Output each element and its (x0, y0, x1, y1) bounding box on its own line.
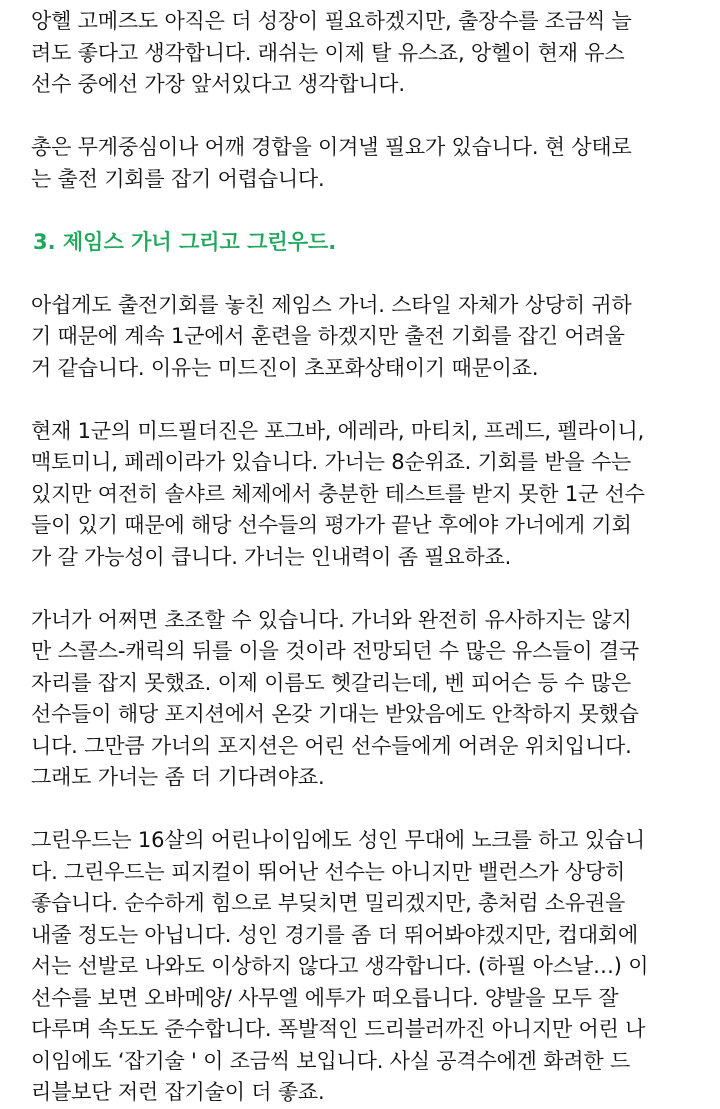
text-line: 현재 1군의 미드필더진은 포그바, 에레라, 마티치, 프레드, 펠라이니, (31, 418, 645, 443)
text-line: 맥토미니, 페레이라가 있습니다. 가너는 8순위죠. 기회를 받을 수는 (31, 450, 632, 474)
paragraph-gap (31, 101, 706, 133)
text-line: 앙헬 고메즈도 아직은 더 성장이 필요하겠지만, 출장수를 조금씩 늘 (31, 9, 632, 33)
text-line: 내줄 정도는 아닙니다. 성인 경기를 좀 더 뛰어봐야겠지만, 컵대회에 (31, 922, 639, 947)
section-heading: 3. 제임스 가너 그리고 그린우드. (33, 229, 337, 254)
text-line: 서는 선발로 나와도 이상하지 않다고 생각합니다. (하필 아스날…) 이 (31, 954, 649, 978)
text-line: 있지만 여전히 솔샤르 체제에서 충분한 테스트를 받지 못한 1군 선수 (31, 481, 645, 506)
text-line: 그래도 가너는 좀 더 기다려야죠. (31, 765, 325, 789)
text-line: 가너가 어쩌면 초조할 수 있습니다. 가너와 완전히 유사하지는 않지 (31, 607, 632, 632)
text-line: 만 스콜스-캐릭의 뒤를 이을 것이라 전망되던 수 많은 유스들이 결국 (31, 639, 639, 663)
text-line: 는 출전 기회를 잡기 어렵습니다. (31, 166, 325, 191)
paragraph-chong (31, 132, 706, 195)
paragraph-gap (31, 384, 706, 416)
text-line: 다루며 속도도 준수합니다. 폭발적인 드리블러까진 아니지만 어린 나 (31, 1017, 646, 1041)
text-line: 거 같습니다. 이유는 미드진이 초포화상태이기 때문이죠. (31, 355, 539, 380)
paragraph-angel-gomes (31, 6, 706, 101)
text-line: 자리를 잡지 못했죠. 이제 이름도 헷갈리는데, 벤 피어슨 등 수 많은 (31, 670, 631, 695)
text-line: 좋습니다. 순수하게 힘으로 부딪치면 밀리겠지만, 총처럼 소유권을 (31, 891, 626, 915)
paragraph-garner-intro (31, 290, 706, 385)
text-line: 선수들이 해당 포지션에서 온갖 기대는 받았음에도 안착하지 못했습 (31, 702, 639, 726)
paragraph-gap (31, 794, 706, 826)
paragraph-gap (31, 195, 706, 227)
text-line: 총은 무게중심이나 어깨 경합을 이겨낼 필요가 있습니다. 현 상태로 (31, 135, 632, 159)
text-line: 선수를 보면 오바메양/ 사무엘 에투가 떠오릅니다. 양발을 모두 잘 (31, 985, 619, 1010)
paragraph-gap (31, 573, 706, 605)
text-line: 아쉽게도 출전기회를 놓친 제임스 가너. 스타일 자체가 상당히 귀하 (31, 292, 632, 317)
text-line: 려도 좋다고 생각합니다. 래쉬는 이제 탈 유스죠, 앙헬이 현재 유스 (31, 40, 625, 65)
paragraph-greenwood (31, 825, 706, 1109)
paragraph-garner-patience (31, 605, 706, 794)
paragraph-gap (31, 258, 706, 290)
text-line: 이임에도 ‘잡기술 ' 이 조금씩 보입니다. 사실 공격수에겐 화려한 드 (31, 1048, 631, 1073)
text-line: 기 때문에 계속 1군에서 훈련을 하겠지만 출전 기회를 잡긴 어려울 (31, 324, 625, 348)
text-line: 들이 있기 때문에 해당 선수들의 평가가 끝난 후에야 가너에게 기회 (31, 513, 632, 537)
text-line: 다. 그린우드는 피지컬이 뛰어난 선수는 아니지만 밸런스가 상당히 (31, 859, 626, 884)
paragraph-midfielders (31, 416, 706, 574)
text-line: 선수 중에선 가장 앞서있다고 생각합니다. (31, 72, 405, 96)
text-line: 리블보단 저런 잡기술이 더 좋죠. (31, 1080, 325, 1104)
text-line: 니다. 그만큼 가너의 포지션은 어린 선수들에게 어려운 위치입니다. (31, 733, 632, 758)
text-line: 가 갈 가능성이 큽니다. 가너는 인내력이 좀 필요하죠. (31, 544, 512, 569)
text-line: 그린우드는 16살의 어린나이임에도 성인 무대에 노크를 하고 있습니 (31, 828, 645, 852)
